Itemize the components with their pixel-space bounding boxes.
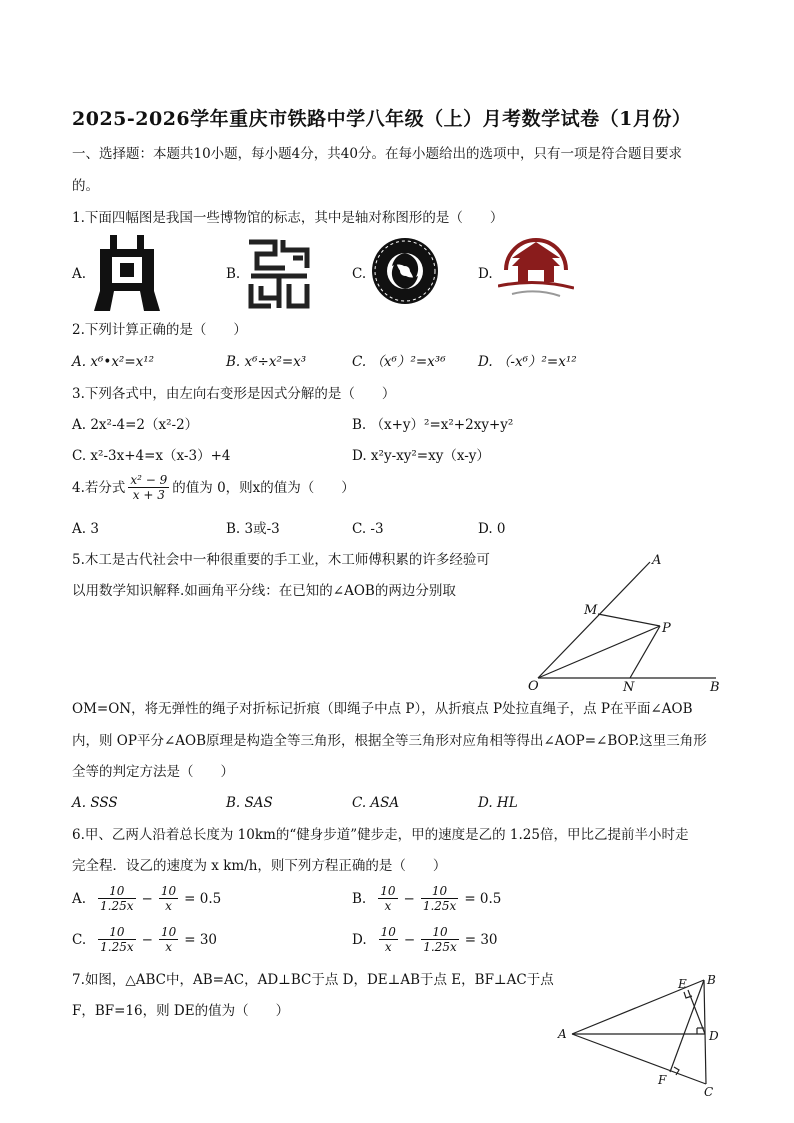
q5-angle-bisector-figure (520, 548, 730, 696)
q6-option-a-label: A. (72, 890, 87, 907)
q6-option-d (352, 925, 498, 954)
q1-stem: 1.下面四幅图是我国一些博物馆的标志，其中是轴对称图形的是（ ） (72, 210, 504, 226)
q6-option-d-label: D. (352, 931, 367, 948)
frac-num: 10 (380, 884, 396, 898)
museum-logo-a-icon (92, 235, 162, 311)
museum-logo-d-icon (498, 236, 574, 302)
q2-option-c: C. （x⁶）²=x³⁶ (352, 354, 446, 370)
q6-option-b-frac1 (378, 884, 397, 913)
q7-label-d: D (709, 1029, 719, 1043)
q5-line4: 内，则 OP平分∠AOB原理是构造全等三角形，根据全等三角形对应角相等得出∠AOP=∠BOP.这里三角形 (72, 733, 707, 749)
q6-option-c (72, 925, 217, 954)
q2-stem: 2.下列计算正确的是（ ） (72, 322, 247, 338)
frac-den: x (384, 940, 392, 954)
q6-option-a (72, 884, 221, 913)
q5-label-n: N (623, 680, 635, 695)
q4-option-a: A. 3 (72, 521, 99, 537)
q3-option-a: A. 2x²-4=2（x²-2） (72, 417, 199, 433)
q7-line1: 7.如图，△ABC中，AB=AC，AD⊥BC于点 D，DE⊥AB于点 E，BF⊥AC于点 (72, 972, 554, 988)
frac-den: x (384, 899, 392, 913)
q5-label-b: B (710, 680, 720, 695)
q2-option-a: A. x⁶•x²=x¹² (72, 354, 155, 370)
q6-line1: 6.甲、乙两人沿着总长度为 10km的“健身步道”健步走，甲的速度是乙的 1.25倍，甲比乙提前半小时走 (72, 827, 689, 843)
q6-option-b-label: B. (352, 890, 367, 907)
q5-label-m: M (584, 603, 598, 618)
q1-option-d-label: D. (478, 266, 493, 282)
frac-den: 1.25x (422, 899, 457, 913)
q6-option-c-frac2 (159, 925, 178, 954)
q6-option-b (352, 884, 501, 913)
q7-label-c: C (704, 1085, 714, 1098)
q5-option-c: C. ASA (352, 795, 400, 811)
q4-option-d: D. 0 (478, 521, 506, 537)
q6-option-b-frac2 (421, 884, 459, 913)
section-instructions: 一、选择题：本题共10小题，每小题4分，共40分。在每小题给出的选项中，只有一项是符合题目要求 (72, 146, 682, 162)
q1-option-c-label: C. (352, 266, 367, 282)
q7-label-f: F (658, 1073, 667, 1087)
q7-line2: F，BF=16，则 DE的值为（ ） (72, 1003, 290, 1019)
q6-option-d-frac1 (379, 925, 398, 954)
q5-line2: 以用数学知识解释.如画角平分线：在已知的∠AOB的两边分别取 (72, 583, 456, 599)
section-instructions-cont: 的。 (72, 178, 99, 194)
q1-option-a-label: A. (72, 266, 87, 282)
q5-option-a: A. SSS (72, 795, 118, 811)
frac-num: 10 (421, 884, 459, 899)
frac-den: 1.25x (100, 940, 134, 954)
frac-num: 10 (380, 925, 396, 939)
q3-option-b: B. （x+y）²=x²+2xy+y² (352, 417, 514, 433)
q4-option-c: C. -3 (352, 521, 384, 537)
q6-line2: 完全程．设乙的速度为 x km/h，则下列方程正确的是（ ） (72, 858, 447, 874)
q5-line5: 全等的判定方法是（ ） (72, 764, 234, 780)
q3-option-c: C. x²-3x+4=x（x-3）+4 (72, 448, 231, 464)
frac-num: 10 (160, 884, 177, 898)
q4-frac-numerator: x² − 9 (130, 473, 168, 487)
q4-frac-denominator: x + 3 (132, 488, 165, 502)
frac-num: 10 (421, 925, 459, 940)
q5-option-b: B. SAS (226, 795, 273, 811)
q1-option-b-label: B. (226, 266, 241, 282)
q2-option-d: D. （-x⁶）²=x¹² (478, 354, 577, 370)
q2-option-b: B. x⁶÷x²=x³ (226, 354, 307, 370)
frac-num: 10 (160, 925, 177, 939)
q5-line1: 5.木工是古代社会中一种很重要的手工业，木工师傅积累的许多经验可 (72, 552, 490, 568)
q6-option-a-frac2 (159, 884, 178, 913)
q4-option-b: B. 3或-3 (226, 521, 280, 537)
frac-num: 10 (98, 884, 136, 899)
q5-option-d: D. HL (478, 795, 518, 811)
q4-stem (72, 473, 355, 502)
q7-label-a: A (558, 1027, 567, 1041)
q3-stem: 3.下列各式中，由左向右变形是因式分解的是（ ） (72, 386, 396, 402)
frac-den: x (165, 899, 172, 913)
q7-triangle-figure (552, 970, 732, 1098)
frac-den: 1.25x (100, 899, 134, 913)
q6-option-a-frac1 (98, 884, 136, 913)
minus-sign: − (141, 890, 153, 907)
museum-logo-b-icon (245, 236, 313, 310)
page-title: 2025-2026学年重庆市铁路中学八年级（上）月考数学试卷（1月份） (72, 108, 692, 130)
minus-sign: − (403, 890, 415, 907)
minus-sign: − (403, 931, 416, 948)
q6-option-d-frac2 (421, 925, 459, 954)
q6-option-b-rhs: = 0.5 (464, 890, 502, 907)
frac-num: 10 (98, 925, 136, 940)
q6-option-c-rhs: = 30 (184, 931, 218, 948)
q5-line3: OM=ON，将无弹性的绳子对折标记折痕（即绳子中点 P），从折痕点 P处拉直绳子，点 P在平面∠AOB (72, 701, 693, 717)
q5-label-p: P (662, 621, 671, 636)
museum-logo-c-icon (370, 236, 440, 306)
q5-label-o: O (528, 679, 539, 694)
q4-fraction (128, 473, 169, 502)
frac-den: 1.25x (423, 940, 457, 954)
q5-label-a: A (652, 553, 662, 568)
q7-label-b: B (707, 973, 716, 987)
q7-label-e: E (678, 977, 687, 991)
q6-option-c-label: C. (72, 931, 87, 948)
q6-option-a-rhs: = 0.5 (184, 890, 222, 907)
q4-stem-post: 的值为 0，则x的值为（ ） (172, 479, 355, 496)
q6-option-d-rhs: = 30 (464, 931, 498, 948)
minus-sign: − (141, 931, 153, 948)
q4-stem-pre: 4.若分式 (72, 479, 126, 496)
q6-option-c-frac1 (98, 925, 136, 954)
q3-option-d: D. x²y-xy²=xy（x-y） (352, 448, 490, 464)
frac-den: x (165, 940, 172, 954)
